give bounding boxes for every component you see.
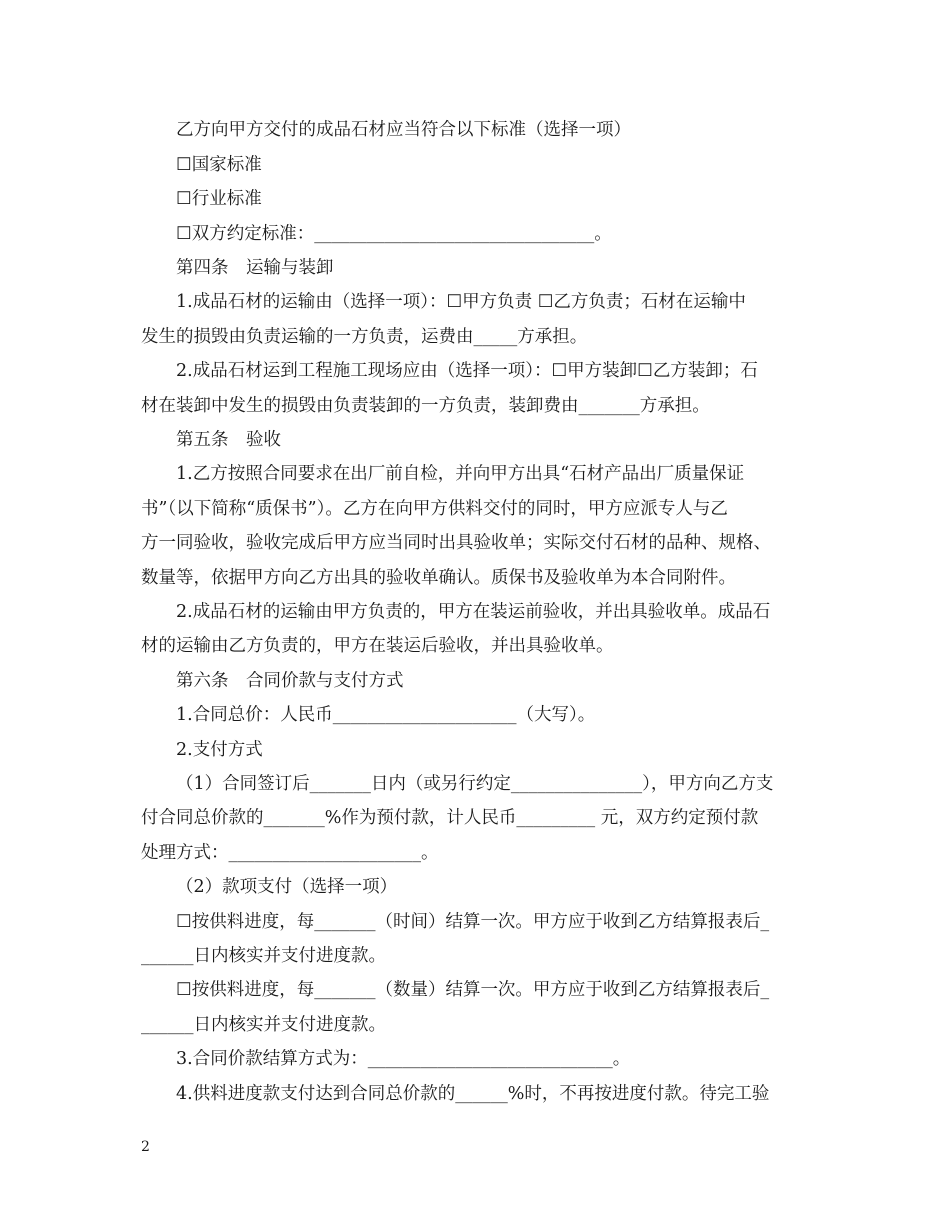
acceptance-transport-line: 材的运输由乙方负责的，甲方在装运后验收，并出具验收单。 [141,636,614,656]
time-based-payment-option: ______日内核实并支付进度款。 [141,946,386,966]
installment-heading: （2）款项支付（选择一项） [176,877,398,897]
transport-clause-line: 发生的损毁由负责运输的一方负责，运费由_____方承担。 [141,327,588,347]
time-based-payment-option: ☐按供料进度，每_______（时间）结算一次。甲方应于收到乙方结算报表后_ [176,912,770,932]
settlement-method-line: 3.合同价款结算方式为：____________________________。 [176,1049,631,1069]
standard-intro-line: 乙方向甲方交付的成品石材应当符合以下标准（选择一项） [176,120,631,140]
article-five-heading: 第五条 验收 [176,430,281,450]
prepayment-clause-line: 处理方式：______________________。 [141,843,439,863]
national-standard-option: ☐国家标准 [176,155,262,175]
loading-clause-line: 2.成品石材运到工程施工现场应由（选择一项）：☐甲方装卸☐乙方装卸；石 [176,361,758,381]
progress-payment-limit-line: 4.供料进度款支付达到合同总价款的______%时，不再按进度付款。待完工验 [176,1084,770,1104]
payment-method-heading: 2.支付方式 [176,740,263,760]
prepayment-clause-line: 付合同总价款的_______%作为预付款，计人民币_________ 元，双方约定预付款 [141,808,759,828]
total-price-line: 1.合同总价：人民币_____________________（大写）。 [176,705,596,725]
acceptance-clause-line: 书”（以下简称“质保书”）。乙方在向甲方供料交付的同时，甲方应派专人与乙 [141,499,728,519]
page-number: 2 [141,1139,150,1155]
article-six-heading: 第六条 合同价款与支付方式 [176,671,404,691]
article-four-heading: 第四条 运输与装卸 [176,258,334,278]
acceptance-clause-line: 1.乙方按照合同要求在出厂前自检，并向甲方出具“石材产品出厂质量保证 [176,464,745,484]
acceptance-clause-line: 数量等，依据甲方向乙方出具的验收单确认。质保书及验收单为本合同附件。 [141,568,736,588]
agreed-standard-option: ☐双方约定标准：________________________________。 [176,224,612,244]
quantity-based-payment-option: ☐按供料进度，每_______（数量）结算一次。甲方应于收到乙方结算报表后_ [176,980,770,1000]
acceptance-transport-line: 2.成品石材的运输由甲方负责的，甲方在装运前验收，并出具验收单。成品石 [176,602,771,622]
loading-clause-line: 材在装卸中发生的损毁由负责装卸的一方负责，装卸费由_______方承担。 [141,396,710,416]
industry-standard-option: ☐行业标准 [176,189,262,209]
transport-clause-line: 1.成品石材的运输由（选择一项）：☐甲方负责 ☐乙方负责；石材在运输中 [176,292,746,312]
quantity-based-payment-option: ______日内核实并支付进度款。 [141,1015,386,1035]
acceptance-clause-line: 方一同验收，验收完成后甲方应当同时出具验收单；实际交付石材的品种、规格、 [141,533,771,553]
prepayment-clause-line: （1）合同签订后_______日内（或另行约定_______________），甲方向乙方支 [176,774,774,794]
